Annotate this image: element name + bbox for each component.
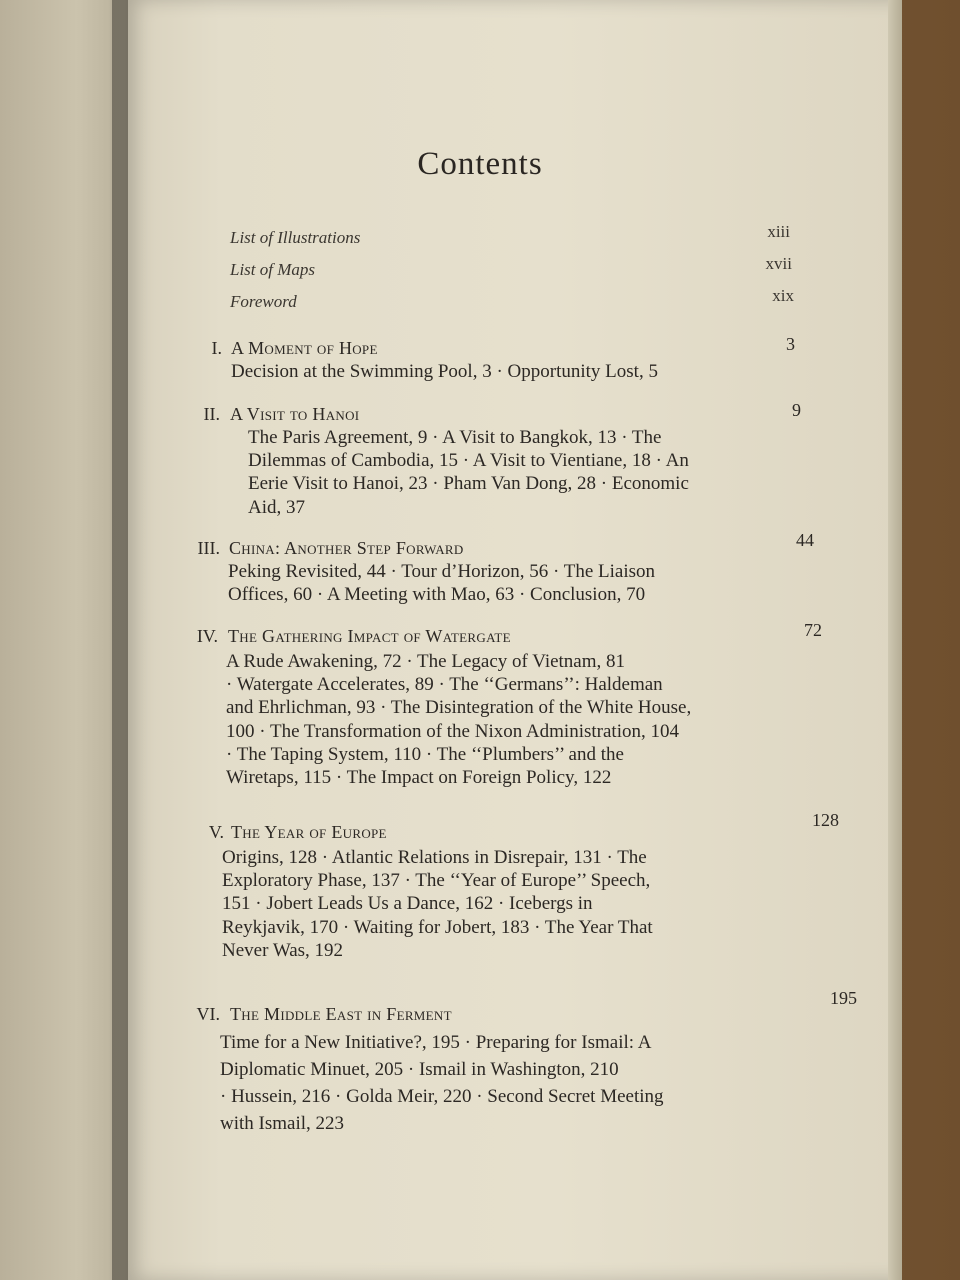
chapter-page: 72 (804, 620, 822, 640)
front-matter-label: List of Illustrations (230, 228, 361, 247)
section-line: · The Taping System, 110 · The ‘‘Plumbers’’ and the (226, 743, 624, 765)
section-line: The Paris Agreement, 9 · A Visit to Bangkok, 13 · The (248, 427, 662, 448)
front-matter-page: xix (772, 286, 794, 305)
section-line: Time for a New Initiative?, 195 · Preparing for Ismail: A (220, 1032, 652, 1053)
section-line: Never Was, 192 (222, 939, 344, 961)
chapter-page: 195 (830, 988, 857, 1008)
chapter-title: A Visit to Hanoi (230, 404, 360, 424)
chapter-page: 9 (792, 400, 801, 420)
chapter-sections (228, 560, 655, 606)
chapter-sections (226, 650, 691, 789)
section-line: A Rude Awakening, 72 · The Legacy of Vietnam, 81 (226, 651, 626, 672)
front-matter-label: List of Maps (230, 260, 316, 279)
section-line: Eerie Visit to Hanoi, 23 · Pham Van Dong, 28 · Economic (248, 473, 689, 495)
section-line: Diplomatic Minuet, 205 · Ismail in Washington, 210 (220, 1058, 619, 1080)
front-matter-item-foreword (230, 286, 810, 316)
chapter-sections (220, 1030, 664, 1138)
section-line: Wiretaps, 115 · The Impact on Foreign Policy, 122 (226, 766, 612, 788)
chapter-sections (231, 360, 658, 383)
chapter-numeral: I. (211, 338, 222, 358)
front-matter-item-maps (230, 254, 810, 284)
chapter-title: The Year of Europe (231, 822, 387, 842)
section-line: · Hussein, 216 · Golda Meir, 220 · Second Secret Meeting (220, 1085, 664, 1107)
section-line: 151 · Jobert Leads Us a Dance, 162 · Icebergs in (222, 893, 593, 915)
chapter-page: 44 (796, 530, 814, 550)
chapter-numeral: VI. (196, 1004, 220, 1024)
section-line: Peking Revisited, 44 · Tour d’Horizon, 56 · The Liaison (228, 561, 655, 582)
section-line: and Ehrlichman, 93 · The Disintegration of the White House, (226, 697, 692, 719)
front-matter-page: xiii (767, 222, 790, 241)
chapter-title: The Gathering Impact of Watergate (228, 626, 511, 646)
chapter-sections (248, 426, 689, 519)
section-line: Offices, 60 · A Meeting with Mao, 63 · Conclusion, 70 (228, 584, 646, 606)
chapter-page: 3 (786, 334, 795, 354)
section-line: with Ismail, 223 (220, 1112, 345, 1134)
front-matter-item-illustrations (230, 222, 810, 252)
facing-page (0, 0, 128, 1280)
page-title: Contents (417, 146, 543, 182)
chapter-sections (222, 846, 653, 962)
section-line: Dilemmas of Cambodia, 15 · A Visit to Vientiane, 18 · An (248, 450, 689, 472)
chapter-title: The Middle East in Ferment (230, 1004, 452, 1024)
page-edge (888, 0, 902, 1280)
section-line: Origins, 128 · Atlantic Relations in Disrepair, 131 · The (222, 847, 647, 868)
chapter-numeral: III. (197, 538, 220, 558)
front-matter-label: Foreword (230, 292, 297, 311)
section-line: 100 · The Transformation of the Nixon Administration, 104 (226, 720, 679, 742)
section-line: Decision at the Swimming Pool, 3 · Opportunity Lost, 5 (231, 361, 658, 382)
section-line: Reykjavik, 170 · Waiting for Jobert, 183 · The Year That (222, 916, 653, 938)
chapter-numeral: IV. (196, 626, 218, 646)
chapter-numeral: II. (203, 404, 220, 424)
section-line: Aid, 37 (248, 496, 305, 518)
front-matter-page: xvii (765, 254, 792, 273)
chapter-title: China: Another Step Forward (229, 538, 464, 558)
chapter-numeral: V. (208, 822, 224, 842)
chapter-page: 128 (812, 810, 839, 830)
chapter-title: A Moment of Hope (231, 338, 378, 358)
section-line: · Watergate Accelerates, 89 · The ‘‘Germans’’: Haldeman (226, 674, 663, 696)
section-line: Exploratory Phase, 137 · The ‘‘Year of Europe’’ Speech, (222, 870, 651, 892)
